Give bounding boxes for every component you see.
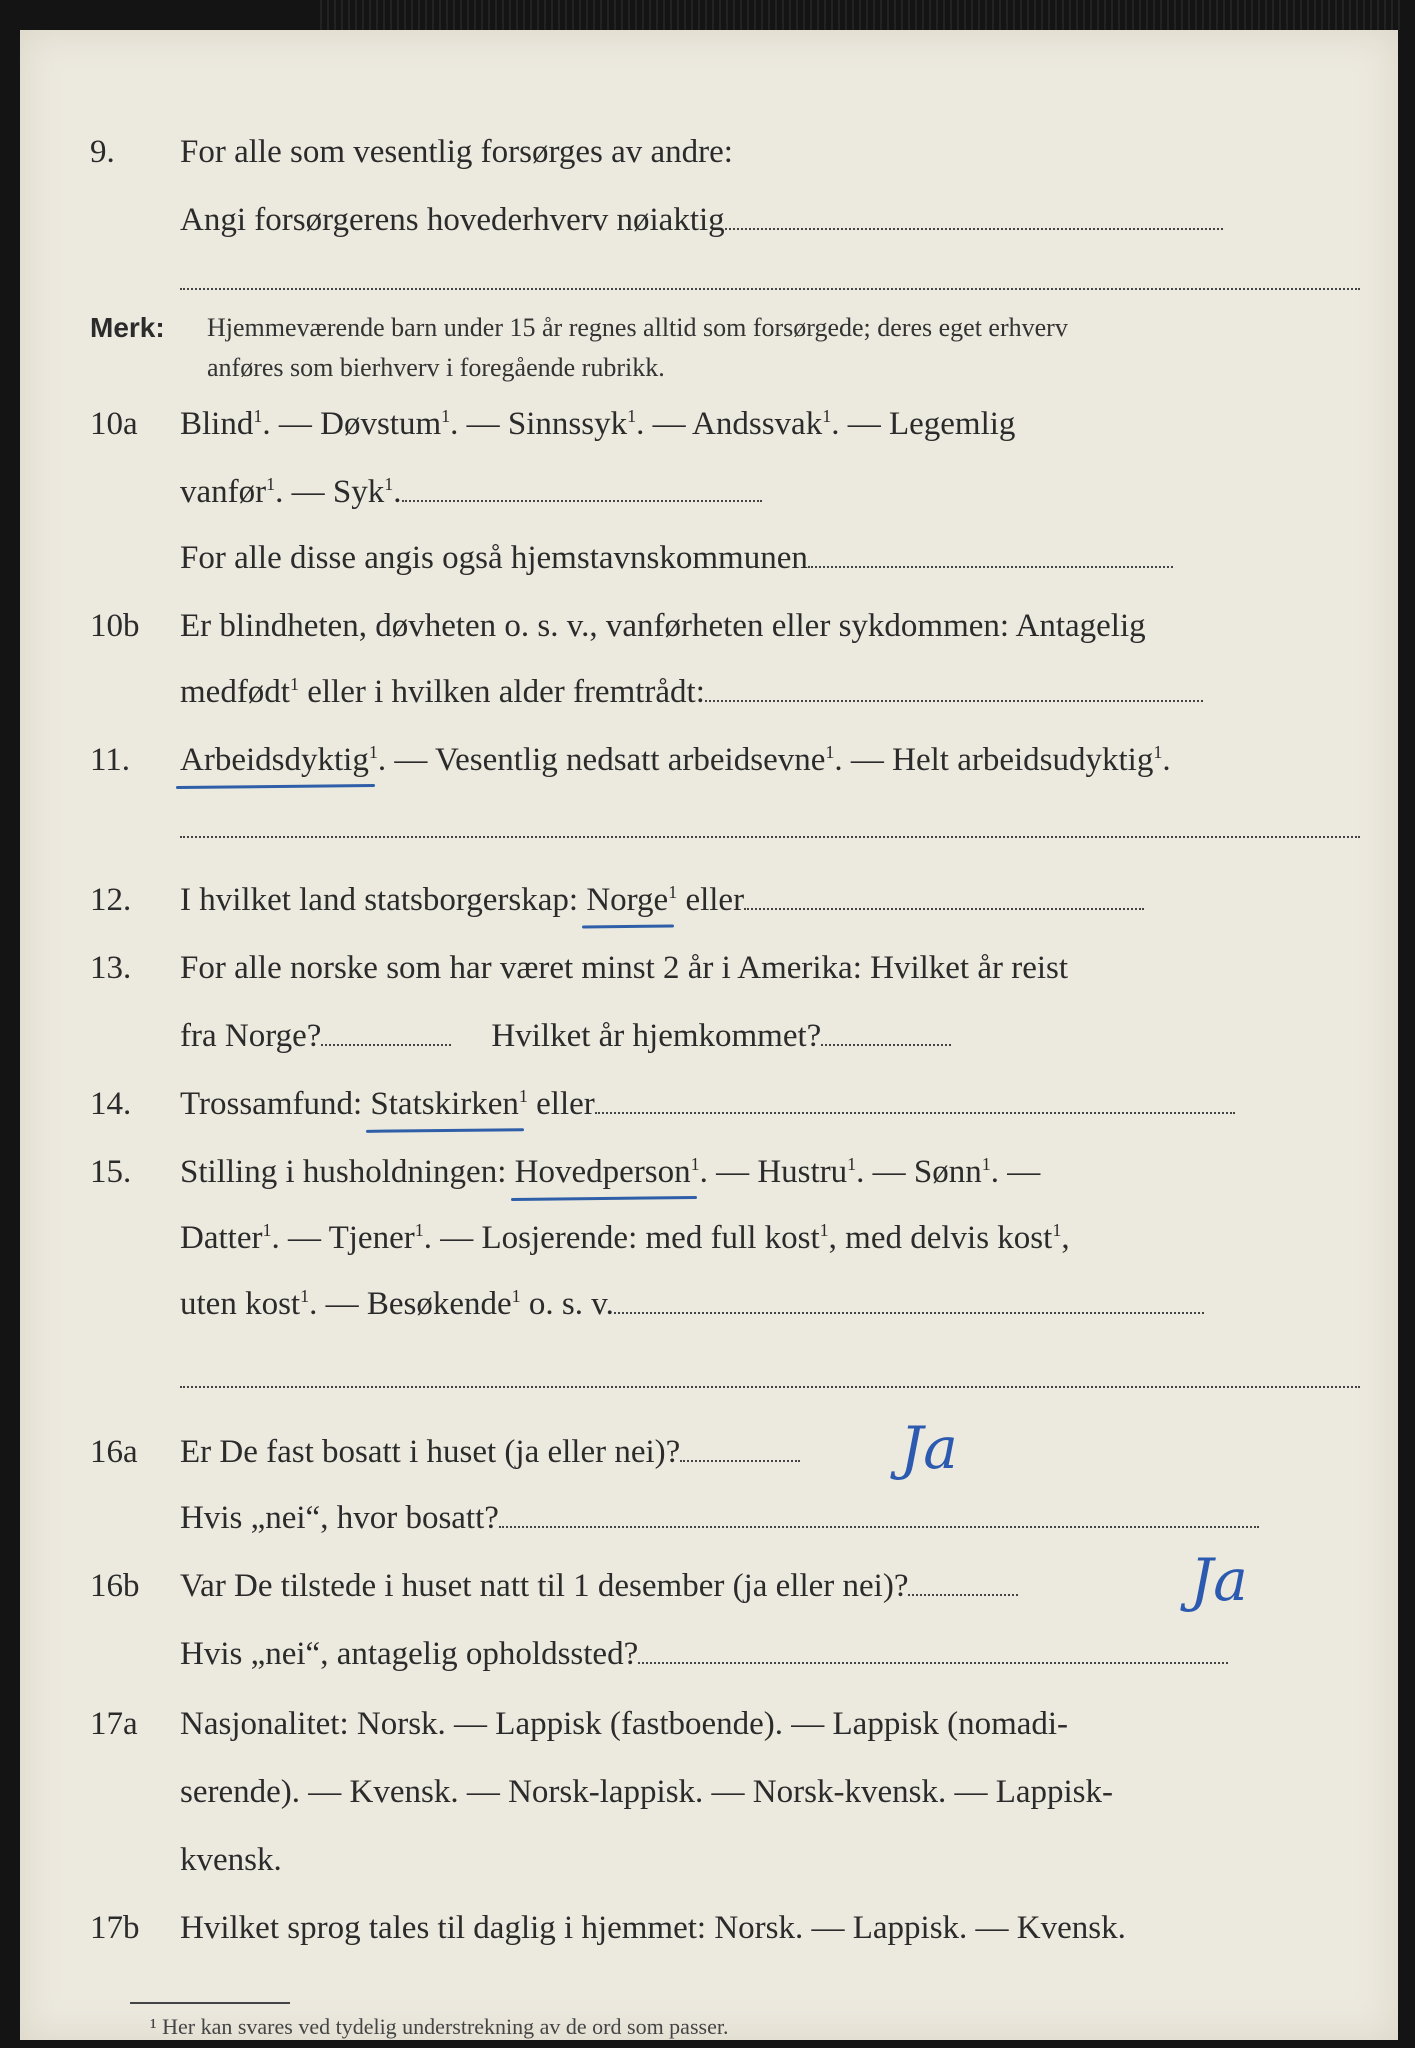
question-17a-line2 <box>20 1770 1398 1818</box>
question-number: 16a <box>90 1434 138 1470</box>
answer-line[interactable] <box>808 536 1173 568</box>
answer-line[interactable] <box>638 1632 1228 1664</box>
question-10a-line2: vanfør$^1$. — Syk$^1$. <box>20 470 1398 518</box>
question-text: Angi forsørgerens hovederhverv nøiaktig <box>180 202 725 238</box>
question-10b-line2: medfødt$^1$ eller i hvilken alder fremtrådt: <box>20 670 1398 718</box>
answer-line[interactable] <box>821 1014 951 1046</box>
question-16b-line2: Hvis „nei“, antagelig opholdssted? <box>20 1632 1398 1680</box>
question-11: 11. Arbeidsdyktig$^1$. — Vesentlig nedsatt arbeidsevne$^1$. — Helt arbeidsudyktig$^1$. <box>20 738 1398 786</box>
answer-line[interactable] <box>908 1564 1018 1596</box>
footnote: ¹ Her kan svares ved tydelig understrekning av de ord som passer. <box>150 2014 729 2039</box>
question-10b <box>20 604 1398 652</box>
underlined-answer: Arbeidsdyktig <box>180 738 369 782</box>
underlined-answer: Norge <box>586 878 668 922</box>
question-number: 17a <box>90 1706 138 1742</box>
note-text-line1: Hjemmeværende barn under 15 år regnes alltid som forsørgede; deres eget erhverv <box>207 313 1068 342</box>
question-number: 15. <box>90 1154 132 1190</box>
answer-line[interactable] <box>499 1496 1259 1528</box>
answer-line[interactable] <box>180 836 1360 838</box>
answer-line[interactable] <box>180 288 1360 290</box>
scan-edge <box>320 0 1400 30</box>
question-text: serende). — Kvensk. — Norsk-lappisk. — Norsk-kvensk. — Lappisk- <box>180 1774 1114 1810</box>
question-9-line2 <box>20 198 1398 246</box>
answer-line[interactable] <box>321 1014 451 1046</box>
underlined-answer: Statskirken <box>370 1082 518 1126</box>
question-17a <box>20 1702 1398 1750</box>
question-12: 12. I hvilket land statsborgerskap: Norge$^1$ eller <box>20 878 1398 926</box>
question-10a: 10a Blind$^1$. — Døvstum$^1$. — Sinnssyk$^1$. — Andssvak$^1$. — Legemlig <box>20 402 1398 450</box>
note-text-line2: anføres som bierhverv i foregående rubrikk. <box>207 353 665 382</box>
question-number: 14. <box>90 1086 132 1122</box>
handwritten-answer: Ja <box>1190 1546 1248 1614</box>
question-17a-line3 <box>20 1838 1398 1886</box>
question-17b <box>20 1906 1398 1954</box>
question-text: Nasjonalitet: Norsk. — Lappisk (fastboende). — Lappisk (nomadi- <box>180 1706 1069 1742</box>
answer-line[interactable] <box>680 1430 800 1462</box>
underlined-answer: Hovedperson <box>515 1150 691 1194</box>
question-number: 16b <box>90 1568 140 1604</box>
handwritten-answer: Ja <box>900 1414 958 1482</box>
question-text: For alle som vesentlig forsørges av andre: <box>180 134 733 170</box>
question-text: Er blindheten, døvheten o. s. v., vanførheten eller sykdommen: Antagelig <box>180 608 1146 644</box>
question-number: 10b <box>90 608 140 644</box>
question-text: Hvilket sprog tales til daglig i hjemmet: Norsk. — Lappisk. — Kvensk. <box>180 1910 1126 1946</box>
answer-line[interactable] <box>402 470 762 502</box>
question-9 <box>20 130 1398 178</box>
question-16a: 16a Er De fast bosatt i huset (ja eller nei)? <box>20 1430 1398 1478</box>
question-13-line2: fra Norge? Hvilket år hjemkommet? <box>20 1014 1398 1062</box>
question-number: 12. <box>90 882 132 918</box>
question-number: 10a <box>90 406 138 442</box>
answer-line[interactable] <box>744 878 1144 910</box>
question-16a-line2: Hvis „nei“, hvor bosatt? <box>20 1496 1398 1544</box>
question-number: 9. <box>90 134 115 170</box>
question-14: 14. Trossamfund: Statskirken$^1$ eller <box>20 1082 1398 1130</box>
question-number: 13. <box>90 950 132 986</box>
answer-line[interactable] <box>725 198 1223 230</box>
question-text: For alle norske som har været minst 2 år i Amerika: Hvilket år reist <box>180 950 1069 986</box>
question-15-line3: uten kost$^1$. — Besøkende$^1$ o. s. v. <box>20 1282 1398 1330</box>
question-15: 15. Stilling i husholdningen: Hovedperson$^1$. — Hustru$^1$. — Sønn$^1$. — <box>20 1150 1398 1198</box>
answer-line[interactable] <box>180 1386 1360 1388</box>
question-15-line2: Datter$^1$. — Tjener$^1$. — Losjerende: med full kost$^1$, med delvis kost$^1$, <box>180 1220 1070 1256</box>
census-form-page <box>20 30 1398 2040</box>
question-number: 17b <box>90 1910 140 1946</box>
question-text: kvensk. <box>180 1842 282 1878</box>
answer-line[interactable] <box>595 1082 1235 1114</box>
question-13 <box>20 946 1398 994</box>
footnote-rule <box>130 2002 290 2004</box>
answer-line[interactable] <box>614 1282 1204 1314</box>
answer-line[interactable] <box>705 670 1203 702</box>
question-10a-line3: For alle disse angis også hjemstavnskommunen <box>20 536 1398 584</box>
question-number: 11. <box>90 742 131 778</box>
note-label: Merk: <box>90 312 165 343</box>
question-16b: 16b Var De tilstede i huset natt til 1 desember (ja eller nei)? <box>20 1564 1398 1612</box>
